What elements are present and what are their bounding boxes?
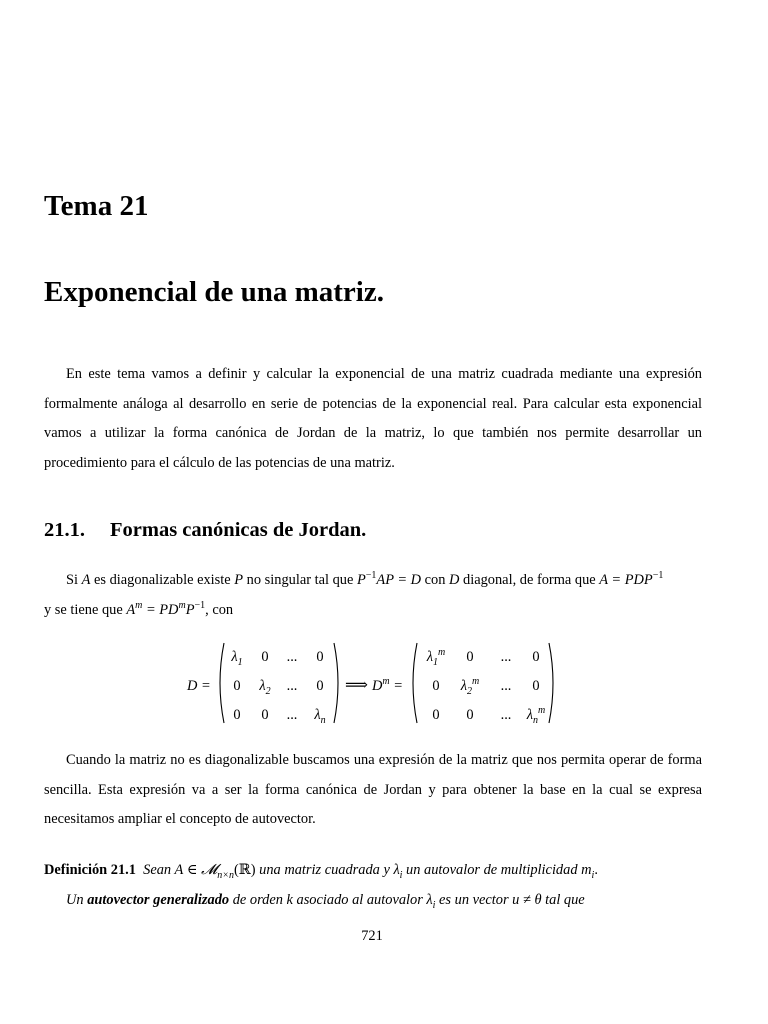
matrix-equation bbox=[0, 640, 768, 728]
definition-block: Definición 21.1 Sean A ∈ 𝓜$_{n\times n}$(ℝ) una matriz cuadrada y $\lambda_i$ un autovalor de multiplicidad $m_i$. Un autovector generalizado de orden k asociado al autovalor $\lambda_i$ es un vector u ≠ θ tal que bbox=[44, 862, 598, 911]
matrix-cell: 0 bbox=[316, 649, 324, 665]
term-generalized-eigenvector: autovector generalizado bbox=[87, 891, 230, 908]
intro-paragraph: En este tema vamos a definir y calcular la exponencial de una matriz cuadrada mediante una expresión formalmente análoga al desarrollo en serie de potencias de la exponencial real. Para calcular esta exponencial vamos a utilizar la forma canónica de Jordan de la matriz, lo que también nos permite desarrollar un procedimiento para el cálculo de las potencias de una matriz. bbox=[44, 366, 702, 471]
matrix-cell: $\lambda_n$ bbox=[314, 707, 326, 726]
diagonalizable-paragraph: Si A es diagonalizable existe P no singular tal que $P^{-1}AP = D$ con D diagonal, de forma que $A = PDP^{-1}$ y se tiene que $A^m = PD^mP^{-1}$, con bbox=[44, 570, 664, 618]
matrix-cell: 0 bbox=[233, 678, 241, 694]
matrix-cell: ... bbox=[500, 678, 512, 694]
matrix-cell: $\lambda_1$ bbox=[231, 649, 243, 668]
matrix-cell: 0 bbox=[316, 678, 324, 694]
implies-symbol: ⟹ bbox=[345, 677, 368, 694]
matrix-cell: 0 bbox=[261, 649, 269, 665]
matrix-lhs-label: D = bbox=[187, 678, 211, 694]
jordan-paragraph: Cuando la matriz no es diagonalizable buscamos una expresión de la matriz que nos permita operar de forma sencilla. Esta expresión va a ser la forma canónica de Jordan y para obtener la base en la cual se expresa necesitamos ampliar el concepto de autovector. bbox=[44, 752, 702, 827]
definition-label: Definición 21.1 bbox=[44, 862, 136, 878]
matrix-cell: 0 bbox=[233, 707, 241, 723]
matrix-d-power bbox=[408, 640, 558, 728]
matrix-cell: 0 bbox=[466, 649, 474, 665]
equation-a-pdp: $A = PDP^{-1}$ bbox=[599, 570, 664, 588]
matrix-cell: $\lambda_2$ bbox=[259, 678, 271, 697]
matrix-cell: $\lambda_2^m$ bbox=[460, 676, 480, 697]
equation-pinv-ap: $P^{-1}AP = D$ bbox=[356, 570, 422, 588]
section-title: Formas canónicas de Jordan. bbox=[110, 519, 367, 541]
matrix-rhs-label: $D^m$ = bbox=[372, 676, 403, 694]
matrix-cell: ... bbox=[286, 649, 298, 665]
chapter-title: Exponencial de una matriz. bbox=[44, 276, 384, 308]
matrix-cell: $\lambda_n^m$ bbox=[526, 705, 546, 726]
page-number: 721 bbox=[361, 928, 383, 944]
section-number: 21.1. bbox=[44, 519, 85, 541]
matrix-cell: 0 bbox=[466, 707, 474, 723]
chapter-number: Tema 21 bbox=[44, 190, 149, 222]
matrix-cell: ... bbox=[286, 707, 298, 723]
matrix-cell: ... bbox=[500, 649, 512, 665]
matrix-cell: 0 bbox=[532, 678, 540, 694]
matrix-cell: 0 bbox=[261, 707, 269, 723]
matrix-cell: $\lambda_1^m$ bbox=[426, 647, 446, 668]
equation-a-power: $A^m = PD^mP^{-1}$ bbox=[126, 599, 206, 618]
matrix-d bbox=[215, 640, 343, 728]
matrix-cell: 0 bbox=[432, 678, 440, 694]
matrix-cell: ... bbox=[286, 678, 298, 694]
matrix-cell: 0 bbox=[432, 707, 440, 723]
matrix-cell: 0 bbox=[532, 649, 540, 665]
matrix-cell: ... bbox=[500, 707, 512, 723]
section-heading bbox=[44, 516, 366, 544]
